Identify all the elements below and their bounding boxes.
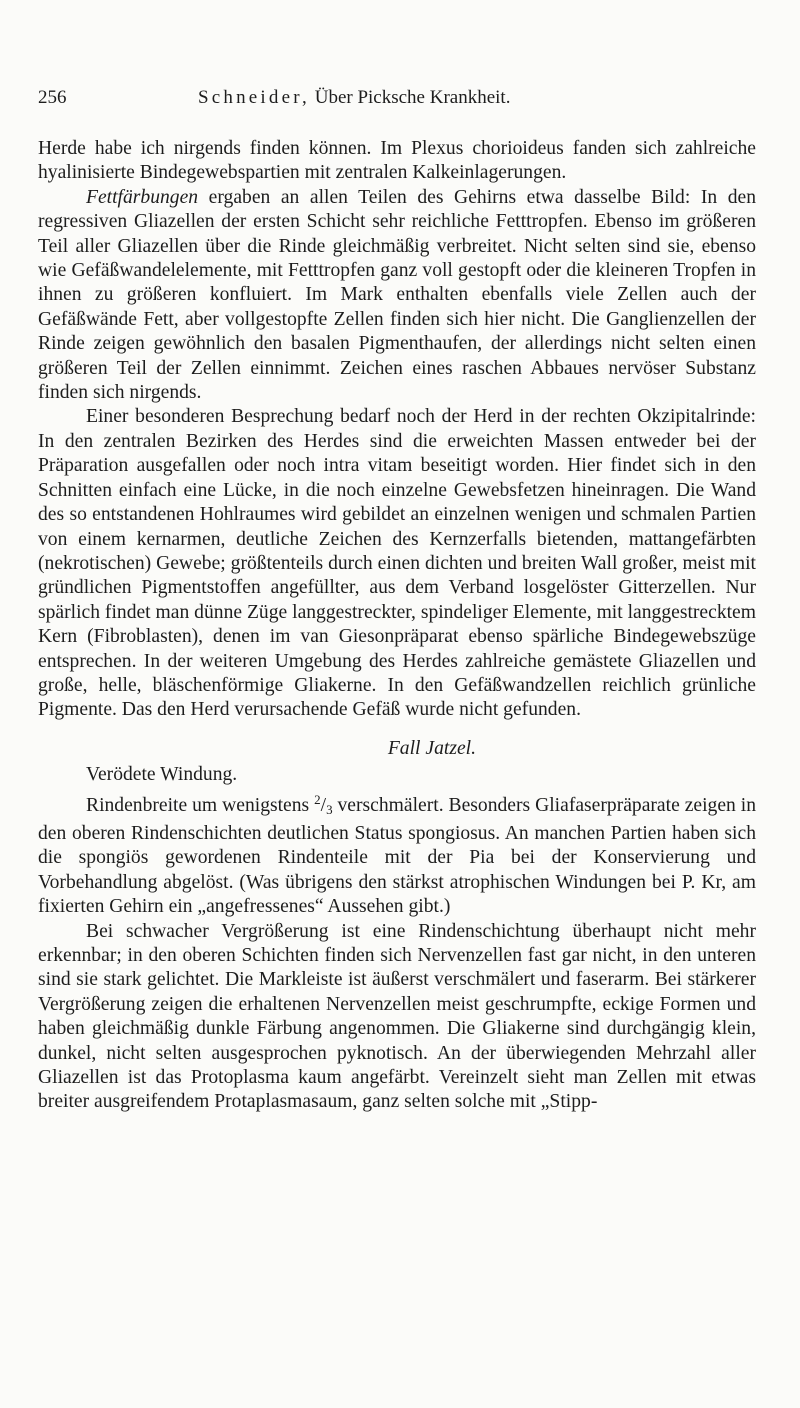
paragraph [38, 186, 756, 406]
fraction-denominator: 3 [326, 801, 333, 817]
fraction-numerator: 2 [314, 791, 321, 807]
author-name: Schneider, [198, 87, 310, 108]
paragraph: Bei schwacher Vergrößerung ist eine Rindenschichtung überhaupt nicht mehr erkennbar; in den oberen Schichten finden sich Nervenzellen fast gar nicht, in den unteren sind sie stark gelichtet. Die Markleiste ist äußerst verschmälert und faserarm. Bei stärkerer Vergrößerung zeigen die erhaltenen Nervenzellen meist geschrumpfte, eckige Formen und haben gleichmäßig dunkle Färbung angenommen. Die Gliakerne sind durchgängig klein, dunkel, nicht selten ausgesprochen pyknotisch. An der überwiegenden Mehrzahl aller Gliazellen ist das Protoplasma kaum angefärbt. Vereinzelt sieht man Zellen mit etwas breiter ausgreifendem Protaplasmasaum, ganz selten solche mit „Stipp- [38, 920, 756, 1113]
paragraph-text: Rindenbreite um wenigstens [86, 794, 315, 816]
italic-term: Fettfärbungen [86, 186, 199, 208]
paragraph: Herde habe ich nirgends finden können. Im Plexus chorioideus fanden sich zahlreiche hyalinisierte Bindegewebspartien mit zentralen Kalkeinlagerungen. [38, 138, 756, 184]
body-text [38, 137, 756, 1115]
paragraph-text: verschmälert. Besonders Gliafaserpräparate zeigen in den oberen Rindenschichten deutlichen Status spongiosus. An manchen Partien haben sich die spongiös gewordenen Rindenteile mit der Pia bei der Konservierung und Vorbehandlung abgelöst. (Was übrigens den stärkst atrophischen Windungen bei P. Kr, am fixierten Gehirn ein „angefressenes“ Aussehen gibt.) [38, 794, 756, 918]
running-title [198, 86, 510, 110]
paragraph: Rindenbreite um wenigstens $^2/_3$ verschmälert. Besonders Gliafaserpräparate zeigen in den oberen Rindenschichten deutlichen Status spongiosus. An manchen Partien haben sich die spongiös gewordenen Rindenteile mit der Pia bei der Konservierung und Vorbehandlung abgelöst. (Was übrigens den stärkst atrophischen Windungen bei P. Kr, am fixierten Gehirn ein „angefressenes“ Aussehen gibt.) [38, 791, 756, 918]
paragraph: Einer besonderen Besprechung bedarf noch der Herd in der rechten Okzipitalrinde: In den zentralen Bezirken des Herdes sind die erweichten Massen entweder bei der Präparation ausgefallen oder noch intra vitam beseitigt worden. Hier findet sich in den Schnitten einfach eine Lücke, in die noch einzelne Gewebsfetzen hineinragen. Die Wand des so entstandenen Hohlraumes wird gebildet an einzelnen wenigen und schmalen Partien von einem kernarmen, deutliche Zeichen des Kernzerfalls bietenden, mattangefärbten (nekrotischen) Gewebe; größtenteils durch einen dichten und breiten Wall großer, meist mit gründlichen Pigmentstoffen angefüllter, aus dem Verband losgelöster Gitterzellen. Nur spärlich findet man dünne Züge langgestreckter, spindeliger Elemente, mit langgestrecktem Kern (Fibroblasten), denen im van Giesonpräparat ebenso spärliche Bindegewebszüge entsprechen. In der weiteren Umgebung des Herdes zahlreiche gemästete Gliazellen und große, helle, bläschenförmige Gliakerne. In den Gefäßwandzellen reichlich grünliche Pigmente. Das den Herd verursachende Gefäß wurde nicht gefunden. [38, 406, 756, 721]
page-number: 256 [38, 87, 67, 108]
paragraph: Verödete Windung. [86, 764, 238, 786]
article-title: Über Picksche Krankheit. [314, 87, 511, 108]
section-heading: Fall Jatzel. [387, 737, 476, 759]
paragraph-text: ergaben an allen Teilen des Gehirns etwa dasselbe Bild: In den regressiven Gliazellen der ersten Schicht sehr reichliche Fetttropfen. Ebenso im größeren Teil aller Gliazellen über die Rinde gleichmäßig verbreitet. Nicht selten sind sie, ebenso wie Gefäßwandelelemente, mit Fetttropfen ganz voll gestopft oder die kleineren Tropfen in ihnen zu größeren konfluiert. Im Mark enthalten ebenfalls viele Zellen auch der Gefäßwände Fett, aber vollgestopfte Zellen finden sich hier nicht. Die Ganglienzellen der Rinde zeigen gewöhnlich den basalen Pigmenthaufen, der allerdings nicht selten einen größeren Teil der Zellen einnimmt. Zeichen eines raschen Abbaues nervöser Substanz finden sich nirgends. [38, 186, 756, 404]
